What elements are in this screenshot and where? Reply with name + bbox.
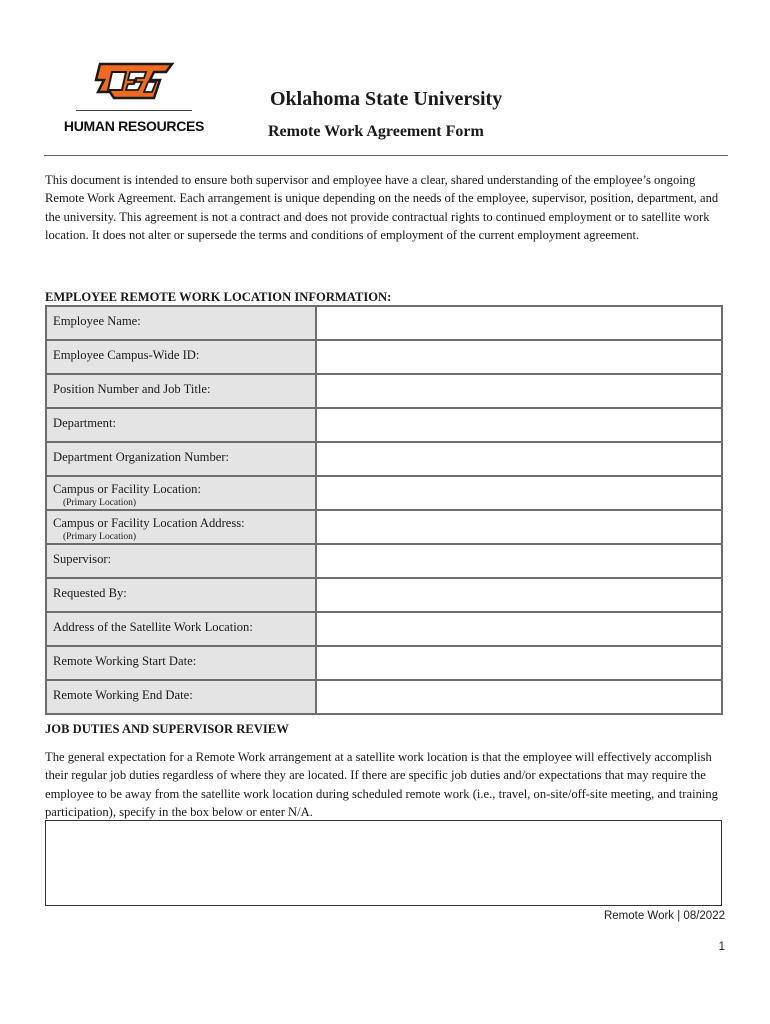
field-label-cell — [46, 544, 316, 578]
table-row — [46, 374, 722, 408]
field-value-input[interactable] — [316, 442, 722, 476]
field-label: Department: — [53, 416, 116, 430]
field-label: Address of the Satellite Work Location: — [53, 620, 253, 634]
university-title: Oklahoma State University — [270, 88, 503, 110]
field-label-cell — [46, 374, 316, 408]
field-value-input[interactable] — [316, 306, 722, 340]
field-label: Employee Name: — [53, 314, 141, 328]
osu-logo — [58, 58, 208, 138]
field-value-input[interactable] — [316, 476, 722, 510]
job-duties-input-box[interactable] — [45, 820, 722, 906]
field-label-cell — [46, 578, 316, 612]
field-label-cell — [46, 408, 316, 442]
field-value-input[interactable] — [316, 408, 722, 442]
field-value-input[interactable] — [316, 374, 722, 408]
field-label: Employee Campus-Wide ID: — [53, 348, 200, 362]
field-value-input[interactable] — [316, 340, 722, 374]
section-title-location: EMPLOYEE REMOTE WORK LOCATION INFORMATION: — [45, 290, 392, 304]
field-label: Department Organization Number: — [53, 450, 230, 464]
duties-paragraph: The general expectation for a Remote Work arrangement at a satellite work location is that the employee will effectively accomplish their regular job duties regardless of where they are located. If there are specific job duties and/or expectations that may require the employee to be away from the satellite work location during scheduled remote work (i.e., travel, on-site/off-site meeting, and training participation), specify in the box below or enter N/A. — [45, 750, 718, 820]
field-value-input[interactable] — [316, 612, 722, 646]
table-row — [46, 578, 722, 612]
table-row — [46, 408, 722, 442]
table-row — [46, 646, 722, 680]
table-row — [46, 442, 722, 476]
osu-logo-mark-icon — [90, 58, 178, 104]
field-value-input[interactable] — [316, 544, 722, 578]
field-label-cell — [46, 442, 316, 476]
field-label-cell — [46, 646, 316, 680]
form-title: Remote Work Agreement Form — [268, 123, 484, 140]
intro-paragraph: This document is intended to ensure both supervisor and employee have a clear, shared understanding of the employee’s ongoing Remote Work Agreement. Each arrangement is unique depending on the needs of the employee, supervisor, position, department, and the university. This agreement is not a contract and does not provide contractual rights to continued employment or to satellite work location. It does not alter or supersede the terms and conditions of employment of the current employment agreement. — [45, 173, 719, 243]
field-value-input[interactable] — [316, 510, 722, 544]
field-label: Remote Working End Date: — [53, 688, 193, 702]
field-value-input[interactable] — [316, 680, 722, 714]
field-label-cell — [46, 306, 316, 340]
field-label: Supervisor: — [53, 552, 112, 566]
field-label: Remote Working Start Date: — [53, 654, 197, 668]
page-number: 1 — [718, 941, 725, 953]
table-row — [46, 340, 722, 374]
table-row — [46, 510, 722, 544]
field-label: Campus or Facility Location Address: — [53, 516, 245, 530]
logo-divider — [76, 110, 192, 111]
employee-info-table — [45, 305, 723, 715]
field-label: Position Number and Job Title: — [53, 382, 211, 396]
field-value-input[interactable] — [316, 578, 722, 612]
table-row — [46, 680, 722, 714]
field-value-input[interactable] — [316, 646, 722, 680]
field-sublabel: (Primary Location) — [63, 532, 137, 542]
table-row — [46, 476, 722, 510]
field-label-cell — [46, 510, 316, 544]
table-row — [46, 306, 722, 340]
field-sublabel: (Primary Location) — [63, 498, 137, 508]
field-label-cell — [46, 612, 316, 646]
footer-version: Remote Work | 08/2022 — [603, 910, 725, 922]
logo-text: HUMAN RESOURCES — [63, 118, 205, 134]
field-label: Campus or Facility Location: — [53, 482, 201, 496]
field-label: Requested By: — [53, 586, 127, 600]
table-row — [46, 544, 722, 578]
header-divider — [44, 155, 728, 156]
field-label-cell — [46, 476, 316, 510]
table-row — [46, 612, 722, 646]
field-label-cell — [46, 340, 316, 374]
field-label-cell — [46, 680, 316, 714]
section-title-duties: JOB DUTIES AND SUPERVISOR REVIEW — [45, 722, 289, 736]
